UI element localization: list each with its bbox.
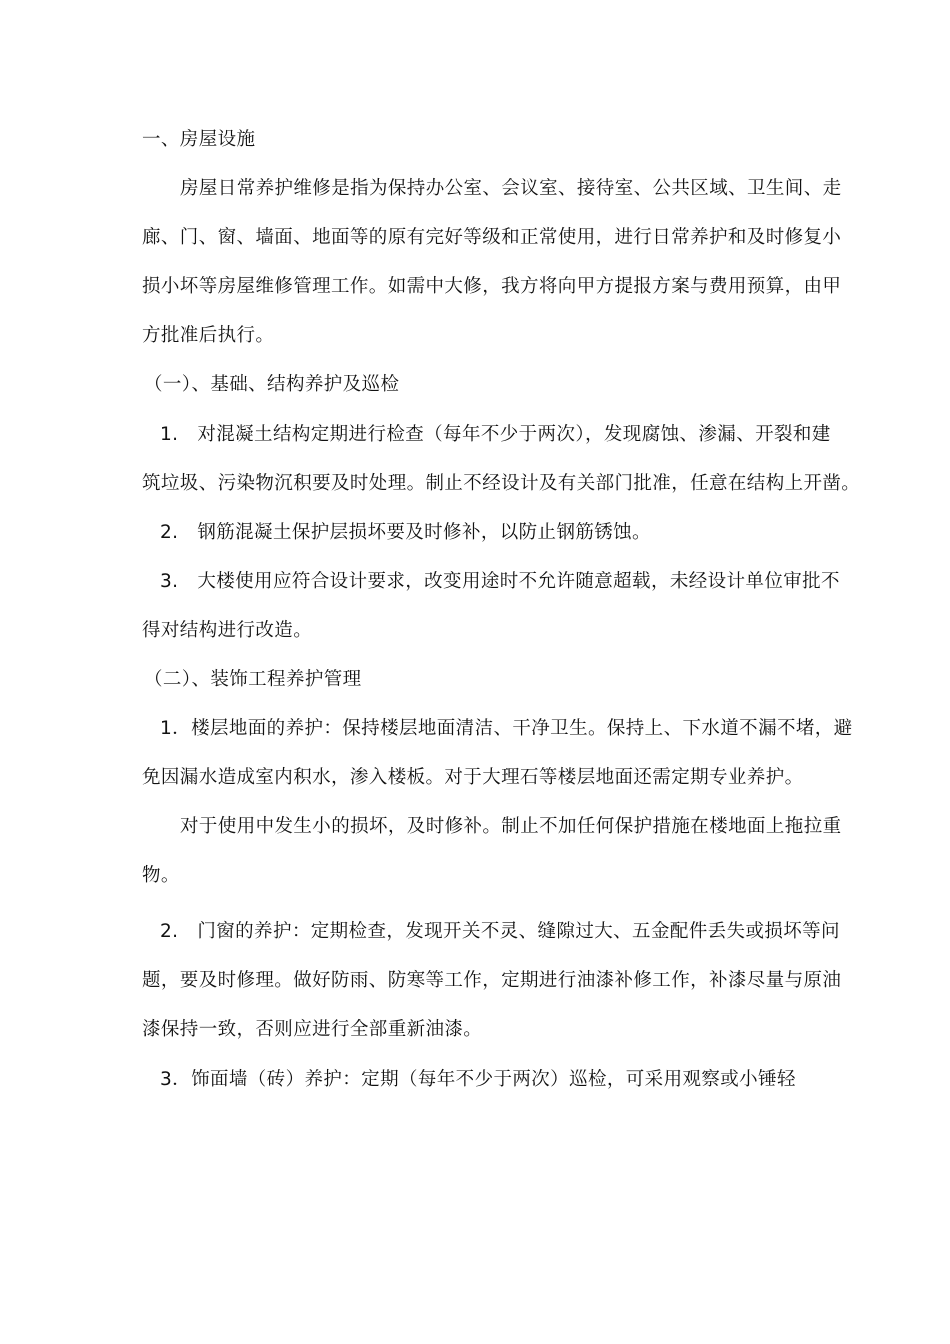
list-item-line: 免因漏水造成室内积水，渗入楼板。对于大理石等楼层地面还需定期专业养护。 xyxy=(142,767,804,788)
paragraph-line: 损小坏等房屋维修管理工作。如需中大修，我方将向甲方提报方案与费用预算，由甲 xyxy=(142,276,842,297)
list-item-line: 1. 对混凝土结构定期进行检查（每年不少于两次），发现腐蚀、渗漏、开裂和建 xyxy=(160,424,831,445)
list-item-line: 2. 门窗的养护：定期检查，发现开关不灵、缝隙过大、五金配件丢失或损坏等问 xyxy=(160,921,840,942)
list-item-line: 3. 大楼使用应符合设计要求，改变用途时不允许随意超载，未经设计单位审批不 xyxy=(160,571,840,592)
section-heading: 一、房屋设施 xyxy=(142,129,256,150)
list-item-line: 筑垃圾、污染物沉积要及时处理。制止不经设计及有关部门批准，任意在结构上开凿。 xyxy=(142,473,861,494)
list-item-line: 1．楼层地面的养护：保持楼层地面清洁、干净卫生。保持上、下水道不漏不堵，避 xyxy=(160,718,853,739)
list-item-line: 题，要及时修理。做好防雨、防寒等工作，定期进行油漆补修工作，补漆尽量与原油 xyxy=(142,970,842,991)
paragraph-line: 方批准后执行。 xyxy=(142,325,275,346)
list-item-line: 漆保持一致，否则应进行全部重新油漆。 xyxy=(142,1019,483,1040)
paragraph-line: 房屋日常养护维修是指为保持办公室、会议室、接待室、公共区域、卫生间、走 xyxy=(180,178,842,199)
paragraph-line: 物。 xyxy=(142,865,180,886)
list-item-line: 3．饰面墙（砖）养护：定期（每年不少于两次）巡检，可采用观察或小锤轻 xyxy=(160,1069,796,1090)
subsection-heading: （二）、装饰工程养护管理 xyxy=(144,669,362,690)
list-item-line: 2. 钢筋混凝土保护层损坏要及时修补，以防止钢筋锈蚀。 xyxy=(160,522,651,543)
paragraph-line: 对于使用中发生小的损坏，及时修补。制止不加任何保护措施在楼地面上拖拉重 xyxy=(180,816,842,837)
list-item-line: 得对结构进行改造。 xyxy=(142,620,313,641)
paragraph-line: 廊、门、窗、墙面、地面等的原有完好等级和正常使用，进行日常养护和及时修复小 xyxy=(142,227,842,248)
subsection-heading: （一）、基础、结构养护及巡检 xyxy=(144,374,400,395)
